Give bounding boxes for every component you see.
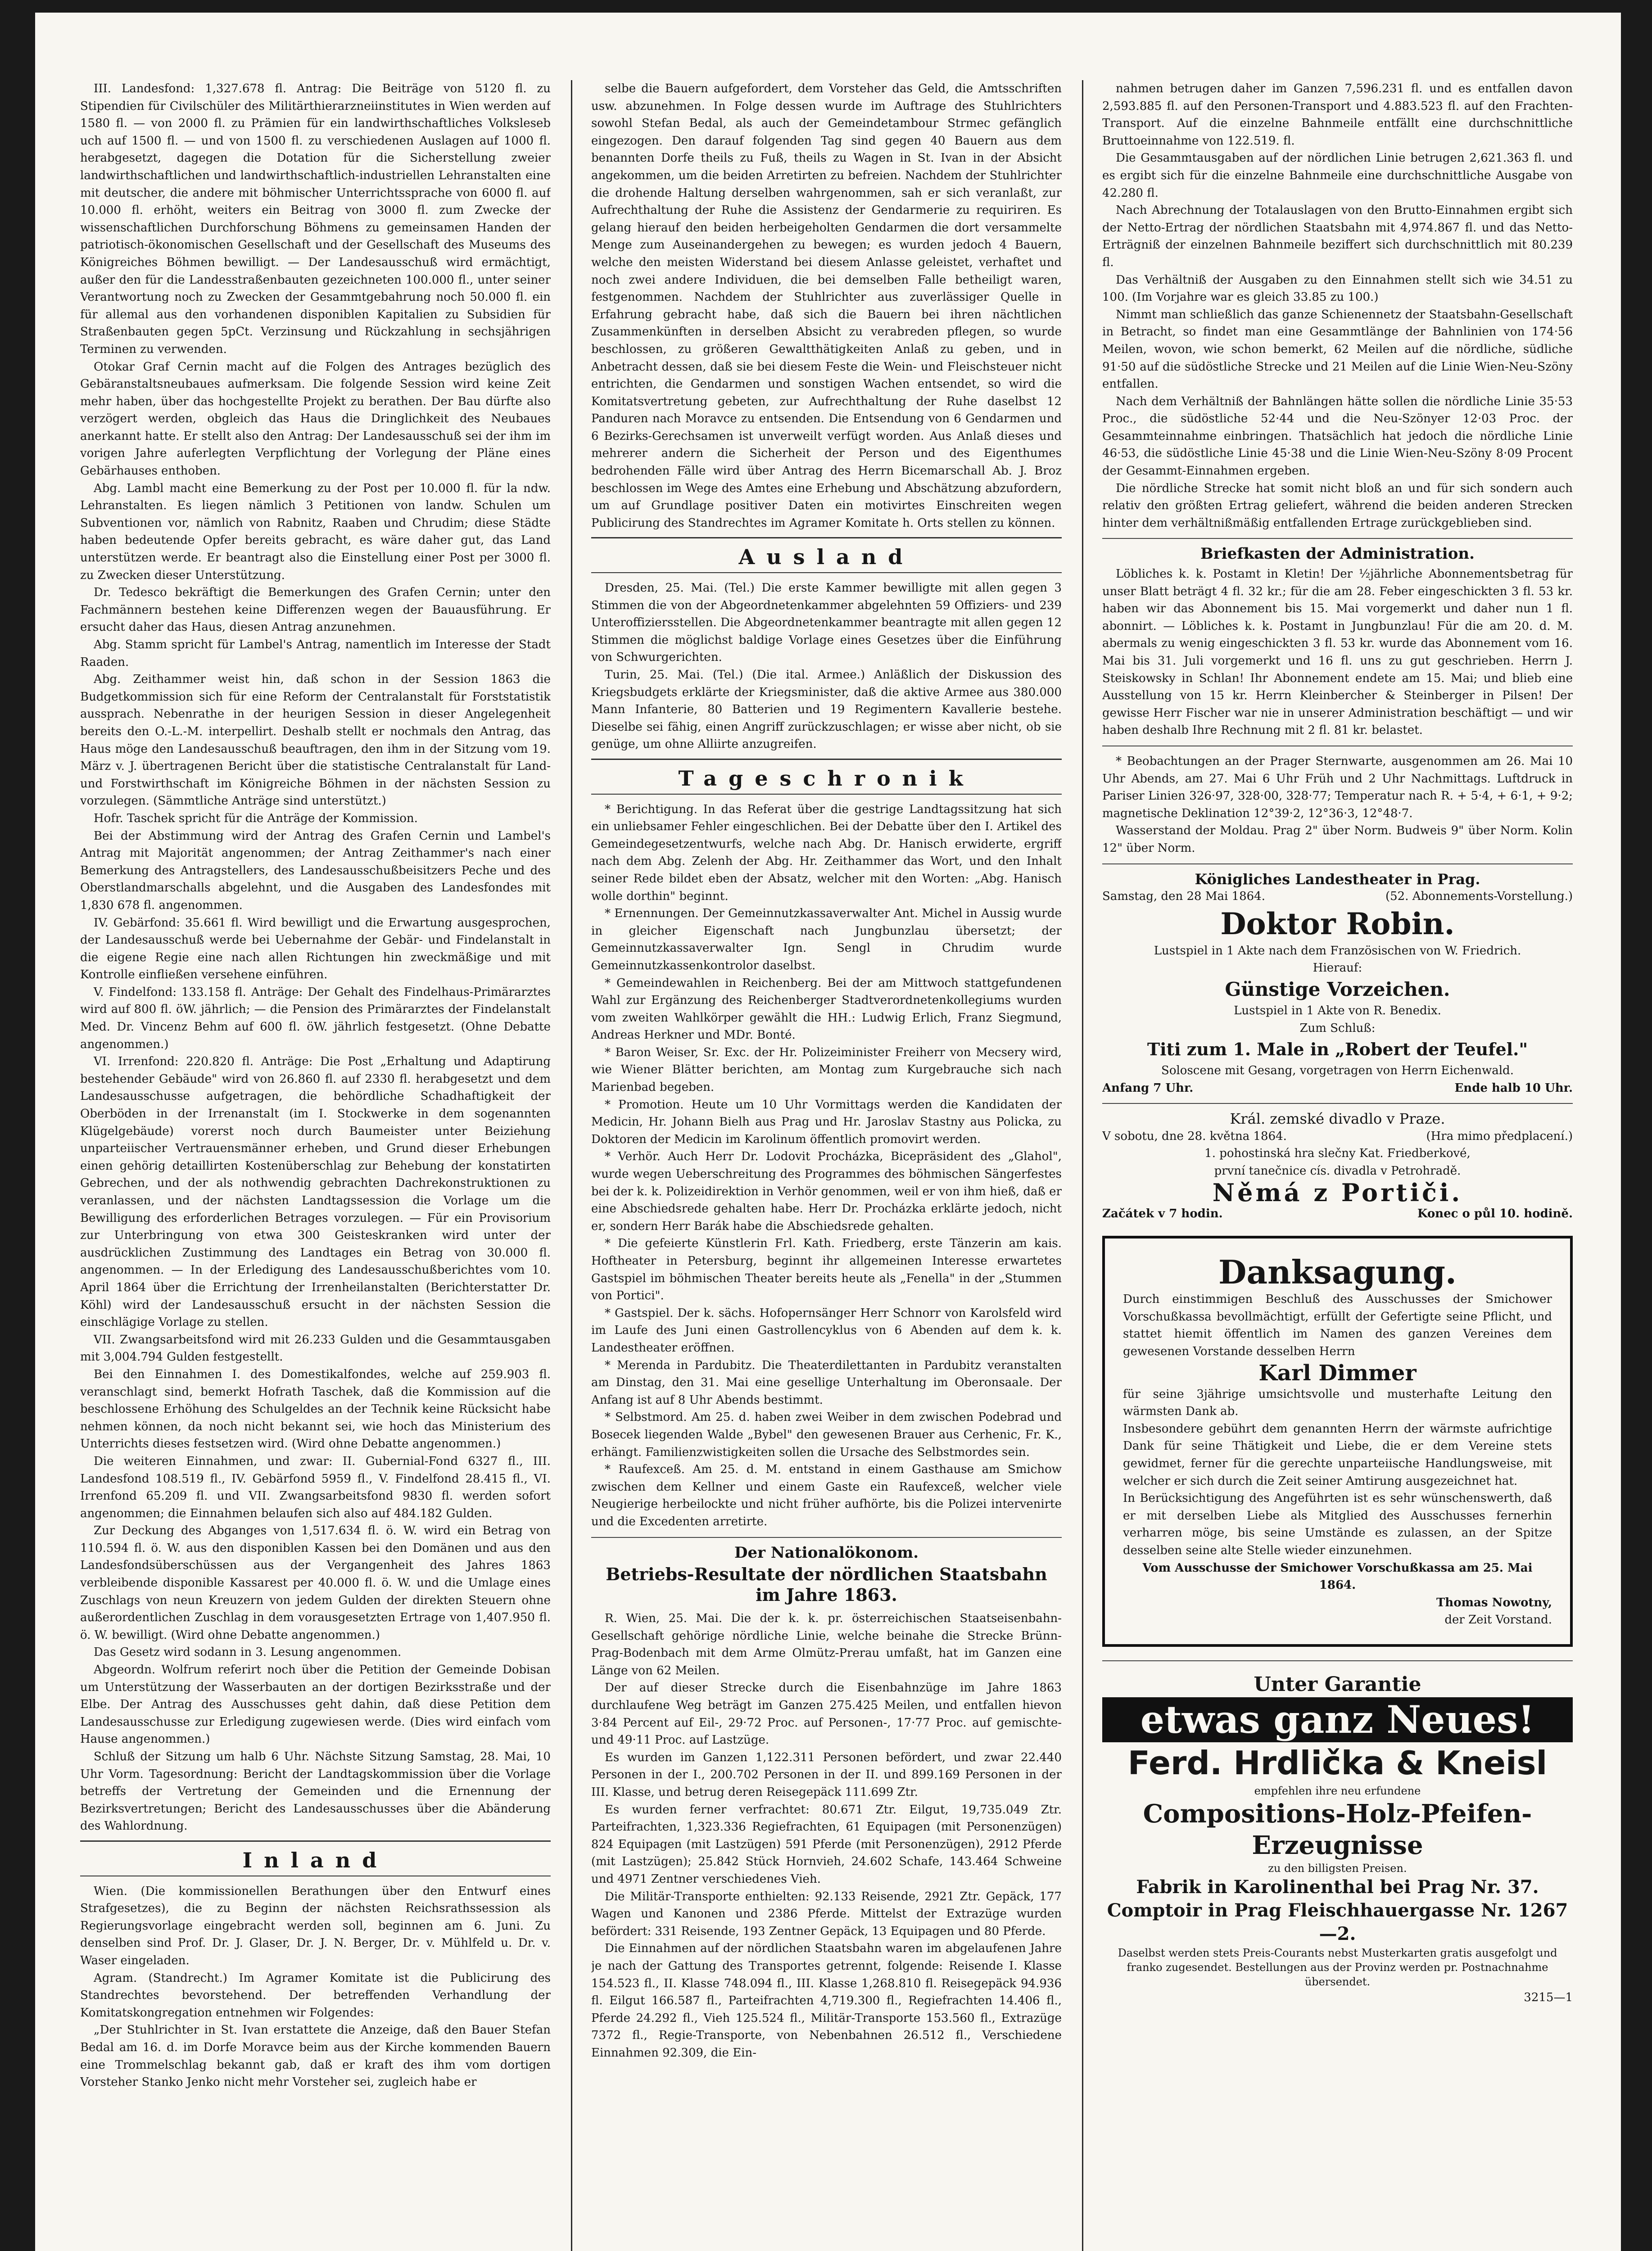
column-rule [571, 80, 572, 2251]
section-heading-inland: Inland [80, 1840, 551, 1876]
article-paragraph: Nach dem Verhältniß der Bahnlängen hätte sollen die nördliche Linie 35·53 Proc., die südöstliche 52·44 und die Neu-Szönyer 12·03 Proc. der Gesammteinnahme einbringen. Thatsächlich hat jedoch die nördliche Linie 46·53, die südöstliche Linie 45·38 und die Linie Wien-Neu-Szöny 8·09 Procent der Gesammt-Einnahmen ergeben. [1102, 394, 1573, 478]
article-paragraph: Abg. Lambl macht eine Bemerkung zu der Post per 10.000 fl. für la ndw. Lehranstalten. Es liegen nämlich 3 Petitionen von landw. Schulen um Subventionen vor, nämlich von Rabnitz, Raaben und Chrudim; diese Städte haben bedeutende Opfer bereits gebracht, es wäre daher gut, das Land unterstützen werde. Er beantragt also die Einstellung einer Post per 3000 fl. zu Zwecken dieser Unterstützung. [80, 481, 551, 582]
article-paragraph: Zur Deckung des Abganges von 1,517.634 fl. ö. W. wird ein Betrag von 110.594 fl. ö. W. aus den disponiblen Kassen bei den Domänen und aus den Landesfondsüberschüssen aus der Vergangenheit des Jahres 1863 verbleibende disponible Kassarest per 40.000 fl. ö. W. und die Umlage eines Zuschlags von neun Kreuzern von jedem Gulden der direkten Steuern ohne außerordentlichen Zuschlag in dem vorausgesetzten Ertrage von 1,407.950 fl. ö. W. bewilligt. (Wird ohne Debatte angenommen.) [80, 1524, 551, 1642]
thanks-date: Vom Ausschusse der Smichower Vorschußkassa am 25. Mai 1864. [1142, 1561, 1533, 1592]
news-item: * Berichtigung. In das Referat über die gestrige Landtagssitzung hat sich ein unliebsamer Fehler eingeschlichen. Bei der Debatte über den I. Artikel des Gemeindegesetzentwurfs, welche nach Abg. Dr. Hanisch erwiderte, ergriff nach dem Abg. Zelenh der Abg. Hr. Zeithammer das Wort, und den Inhalt seiner Rede bildet eben der Absatz, welcher mit den Worten: „Abg. Hanisch wolle dorthin" beginnt. [591, 802, 1062, 903]
play-title: Němá z Portiči. [1212, 1178, 1463, 1207]
theater-date-row [1102, 1128, 1573, 1145]
divider [1102, 1660, 1573, 1661]
article-paragraph: Es wurden ferner verfrachtet: 80.671 Ztr. Eilgut, 19,735.049 Ztr. Parteifrachten, 1,323.336 Regiefrachten, 61 Equipagen (mit Personenzügen) 824 Equipagen (mit Lastzügen) 591 Pferde (mit Personenzügen), 2912 Pferde (mit Lastzügen); 25.842 Stück Hornvieh, 24.602 Schafe, 143.464 Schweine und 4971 Zentner verschiedenes Vieh. [591, 1803, 1062, 1886]
article-paragraph: Die Gesammtausgaben auf der nördlichen Linie betrugen 2,621.363 fl. und es ergibt sich für die einzelne Bahnmeile eine durchschnittliche Ausgabe von 42.280 fl. [1102, 151, 1573, 200]
ad-product: Compositions-Holz-Pfeifen-Erzeugnisse [1143, 1799, 1532, 1860]
play-title: Titi zum 1. Male in „Robert der Teufel." [1147, 1039, 1528, 1060]
ad-tagline: Unter Garantie [1254, 1672, 1421, 1696]
play-title: Doktor Robin. [1220, 906, 1455, 941]
article-paragraph: Die nördliche Strecke hat somit nicht bloß an und für sich sondern auch relativ den größten Ertrag geliefert, während die beiden anderen Strecken hinter dem verhältnißmäßig entfallenden Ertrage zurückgeblieben sind. [1102, 481, 1573, 530]
article-paragraph: VI. Irrenfond: 220.820 fl. Anträge: Die Post „Erhaltung und Adaptirung bestehender Gebäude" wird von 26.860 fl. auf 2330 fl. herabgesetzt und dem Landesausschusse aufgetragen, die behördliche Schadhaftigkeit der Oberböden in der Irrenanstalt (im I. Stockwerke in dem sogenannten Klügelgebäude) vorerst noch durch Baumeister unter Beiziehung unparteiischer Vertrauensmänner erheben, und Grund dieser Erhebungen einen gehörig detaillirten Kostenüberschlag zur Behebung der konstatirten Gebrechen, und der als nothwendig gebrachten Dachrekonstruktionen zu veranlassen, und der nächsten Landtagssession die Vorlage um die Bewilligung des erforderlichen Betrages vorzulegen. — Für ein Provisorium zur Unterbringung von etwa 300 Geisteskranken wird unter der ausdrücklichen Zustimmung des Landtages ein Betrag von 30.000 fl. angenommen. — In der Erledigung des Landesausschußberichtes vom 10. April 1864 über die Errichtung der Irrenheilanstalten (Berichterstatter Dr. Köhl) wird der Landesausschuß ersucht in der nächsten Session die einschlägige Vorlage zu stellen. [80, 1055, 551, 1329]
article-paragraph: Löbliches k. k. Postamt in Kletin! Der ½jährliche Abonnementsbetrag für unser Blatt beträgt 4 fl. 32 kr.; für die am 28. Feber eingeschickten 3 fl. 53 kr. haben wir das Abonnement bis 15. Mai vorgemerkt und daher nun 1 fl. abonnirt. — Löbliches k. k. Postamt in Jungbunzlau! Für die am 20. d. M. abermals zu wenig eingeschickten 3 fl. 53 kr. wurde das Abonnement vom 16. Mai bis 31. Juli vorgemerkt und 16 fl. uns zu gut geschrieben. Herrn J. Steiskowsky in Schlan! Ihr Abonnement endete am 15. Mai; und blieb eine Ausstellung von 15 kr. Herrn Kleinbercher & Steinberger in Pilsen! Der gewisse Herr Fischer war nie in unserer Administration beschäftigt — und wir haben deshalb Ihre Rechnung mit 2 fl. 81 kr. belastet. [1102, 567, 1573, 737]
article-paragraph: Abg. Zeithammer weist hin, daß schon in der Session 1863 die Budgetkommission sich für eine Reform der Centralanstalt für Forststatistik aussprach. Nebenrathe in der heurigen Session in dieser Angelegenheit bereits den O.-L.-M. interpellirt. Deshalb stellt er nochmals den Antrag, das Haus möge den Landesausschuß beauftragen, den ihm in der Sitzung vom 19. März v. J. übertragenen Bericht über die statistische Centralanstalt für Land- und Forstwirthschaft im Königreiche Böhmen in der nächsten Session zu vorzulegen. (Sämmtliche Anträge sind unterstützt.) [80, 673, 551, 808]
end-time: Ende halb 10 Uhr. [1454, 1081, 1573, 1095]
ad-firm-name: Ferd. Hrdlička & Kneisl [1127, 1744, 1548, 1782]
theater-abonnement: (52. Abonnements-Vorstellung.) [1385, 890, 1573, 904]
article-paragraph: Das Gesetz wird sodann in 3. Lesung angenommen. [94, 1645, 402, 1659]
theater-times [1102, 1205, 1573, 1223]
thanks-notice [1102, 1236, 1573, 1647]
ad-reference-number: 3215—1 [1524, 1990, 1573, 2004]
article-paragraph: Dr. Tedesco bekräftigt die Bemerkungen des Grafen Cernin; unter den Fachmännern bestehen keine Differenzen wegen der Bauausführung. Er ersucht daher das Haus, diesen Antrag anzunehmen. [80, 586, 551, 634]
news-item: * Promotion. Heute um 10 Uhr Vormittags werden die Kandidaten der Medicin, Hr. Johann Bielh aus Prag und Hr. Jaroslav Stastny aus Policka, zu Doktoren der Medicin im Karolinum öffentlich promovirt werden. [591, 1098, 1062, 1146]
article-paragraph: Schluß der Sitzung um halb 6 Uhr. Nächste Sitzung Samstag, 28. Mai, 10 Uhr Vorm. Tagesordnung: Bericht der Landtagskommission über die Vorlage betreffs der Vertretung der Gemeinden und die Ernennung der Bezirksvertretungen; Bericht des Landesausschusses über die Abänderung des Wahlordnung. [80, 1750, 551, 1833]
newspaper-page [35, 13, 1621, 2251]
column-right [1102, 80, 1573, 2251]
theater-date: V sobotu, dne 28. května 1864. [1102, 1129, 1287, 1143]
article-paragraph: Es wurden im Ganzen 1,122.311 Personen befördert, und zwar 22.440 Personen in der I., 200.702 Personen in der II. und 899.169 Personen in der III. Klasse, und betrug deren Reisegepäck 111.699 Ztr. [591, 1750, 1062, 1799]
ad-fine-print: Daselbst werden stets Preis-Courants nebst Musterkarten gratis ausgefolgt und franko zugesendet. Bestellungen aus der Provinz werden pr. Postnachnahme übersendet. [1118, 1946, 1557, 1988]
news-item: * Ernennungen. Der Gemeinnutzkassaverwalter Ant. Michel in Aussig wurde in gleicher Eigenschaft nach Jungbunzlau übersetzt; der Gemeinnutzkassaverwalter Ign. Sengl in Chrudim wurde Gemeinnutzkassenkontrolor daselbst. [591, 907, 1062, 972]
article-paragraph: Die weiteren Einnahmen, und zwar: II. Gubernial-Fond 6327 fl., III. Landesfond 108.519 fl., IV. Gebärfond 5959 fl., V. Findelfond 28.415 fl., VI. Irrenfond 65.209 fl. und VII. Zwangsarbeitsfond 9830 fl. werden sofort angenommen; die Einnahmen belaufen sich also auf 484.182 Gulden. [80, 1454, 551, 1520]
play-subtitle: Lustspiel in 1 Akte nach dem Französischen von W. Friedrich. [1154, 944, 1521, 958]
theater-name: Král. zemské divadlo v Praze. [1230, 1110, 1445, 1128]
article-paragraph: Nimmt man schließlich das ganze Schienennetz der Staatsbahn-Gesellschaft in Betracht, so findet man eine Gesammtlänge der Bahnlinien von 174·56 Meilen, wovon, wie schon bemerkt, 62 Meilen auf die nördliche, südliche 91·50 auf die südöstliche Strecke und 21 Meilen auf die Linie Wien-Neu-Szöny entfallen. [1102, 307, 1573, 391]
news-item: * Gemeindewahlen in Reichenberg. Bei der am Mittwoch stattgefundenen Wahl zur Ergänzung des Reichenberger Stadtverordnetenkollegiums wurden vom zweiten Wahlkörper gewählt die HH.: Ludwig Erlich, Franz Siegmund, Andreas Herkner und MDr. Bonté. [591, 976, 1062, 1042]
article-paragraph: Das Verhältniß der Ausgaben zu den Einnahmen stellt sich wie 34.51 zu 100. (Im Vorjahre war es gleich 33.85 zu 100.) [1102, 273, 1573, 304]
performance-line: první tanečnice cís. divadla v Petrohradě. [1214, 1164, 1461, 1178]
column-rule [1082, 80, 1083, 2251]
article-paragraph: Dresden, 25. Mai. (Tel.) Die erste Kammer bewilligte mit allen gegen 3 Stimmen die von der Abgeordnetenkammer abgelehnten 59 Offiziers- und 239 Unteroffiziersstellen. Die Abgeordnetenkammer beantragte mit allen gegen 12 Stimmen die möglichst baldige Vorlage eines Gesetzes über die Einführung von Schwurgerichten. [591, 581, 1062, 664]
divider [1102, 863, 1573, 864]
start-time: Anfang 7 Uhr. [1102, 1081, 1194, 1095]
theater-name: Königliches Landestheater in Prag. [1195, 870, 1480, 888]
article-paragraph: V. Findelfond: 133.158 fl. Anträge: Der Gehalt des Findelhaus-Primärarztes wird auf 800 fl. öW. jährlich; — die Pension des Primärarztes der Findelanstalt Med. Dr. Vincenz Behm auf 600 fl. öW. jährlich festgesetzt. (Ohne Debatte angenommen.) [80, 985, 551, 1051]
thanks-title: Danksagung. [1218, 1253, 1457, 1292]
ad-headline: etwas ganz Neues! [1102, 1697, 1573, 1742]
article-paragraph: Otokar Graf Cernin macht auf die Folgen des Antrages bezüglich des Gebäranstaltsneubaues aufmerksam. Die folgende Session wird keine Zeit mehr haben, über das hochgestellte Projekt zu berathen. Der Bau dürfte also verzögert werden, obgleich das Haus die Dringlichkeit des Neubaues anerkannt hatte. Er stellt also den Antrag: Der Landesausschuß sei der ihm im vorigen Jahre auferlegten Verpflichtung der Vorlegung der Pläne eines Gebärhauses enthoben. [80, 360, 551, 478]
news-item: * Die gefeierte Künstlerin Frl. Kath. Friedberg, erste Tänzerin am kais. Hoftheater in Petersburg, beginnt ihr allgemeinen Interesse erwartetes Gastspiel im böhmischen Theater bereits heute als „Fenella" in der „Stummen von Portici". [591, 1237, 1062, 1303]
news-item: Wasserstand der Moldau. Prag 2" über Norm. Budweis 9" über Norm. Kolin 12" über Norm. [1102, 824, 1573, 855]
play-connector: Hierauf: [1313, 961, 1362, 975]
performance-line: 1. pohostinská hra slečny Kat. Friedberkové, [1204, 1147, 1471, 1161]
article-paragraph: Die Militär-Transporte enthielten: 92.133 Reisende, 2921 Ztr. Gepäck, 177 Wagen und Kanonen und 2386 Pferde. Mittelst der Extrazüge wurden befördert: 331 Reisende, 193 Zentner Gepäck, 13 Equipagen und 80 Pferde. [591, 1889, 1062, 1938]
end-time: Konec o půl 10. hodině. [1417, 1207, 1573, 1220]
article-paragraph: VII. Zwangsarbeitsfond wird mit 26.233 Gulden und die Gesammtausgaben mit 3,004.794 Gulden festgestellt. [80, 1333, 551, 1364]
article-paragraph: nahmen betrugen daher im Ganzen 7,596.231 fl. und es entfallen davon 2,593.885 fl. auf den Personen-Transport und 4.883.523 fl. auf den Frachten-Transport. Auf die einzelne Bahnmeile entfällt eine durchschnittliche Bruttoeinnahme von 122.519. fl. [1102, 82, 1573, 148]
news-item: * Baron Weiser, Sr. Exc. der Hr. Polizeiminister Freiherr von Mecsery wird, wie Wiener Blätter berichten, am Montag zum Kurgebrauche sich nach Marienbad begeben. [591, 1045, 1062, 1094]
news-item: * Verhör. Auch Herr Dr. Lodovit Procházka, Bicepräsident des „Glahol", wurde wegen Ueberschreitung des Programmes des böhmischen Sängerfestes bei der k. k. Polizeidirektion in Verhör genommen, weil er von ihm hieß, daß er eine Abschiedsrede gehalten habe. Herr Dr. Procházka erklärte jedoch, nicht er, sondern Herr Barák habe die Abschiedsrede gehalten. [591, 1150, 1062, 1233]
article-title: Betriebs-Resultate der nördlichen Staatsbahn im Jahre 1863. [606, 1564, 1047, 1605]
ad-text: zu den billigsten Preisen. [1268, 1862, 1407, 1875]
section-heading-tageschronik: Tageschronik [591, 759, 1062, 795]
column-middle [591, 80, 1062, 2251]
theater-notice-german [1102, 871, 1573, 1097]
article-paragraph: IV. Gebärfond: 35.661 fl. Wird bewilligt und die Erwartung ausgesprochen, der Landesausschuß werde bei Uebernahme der Gebär- und Findelanstalt in die eigene Regie eine nach allen Richtungen hin zweckmäßige und mit Kontrolle einfließen versehene einführen. [80, 916, 551, 982]
article-paragraph: „Der Stuhlrichter in St. Ivan erstattete die Anzeige, daß den Bauer Stefan Bedal am 16. d. im Dorfe Moravce beim aus der Kirche kommenden Bauern eine Trommelschlag bekannt gab, daß er kraft des ihm vom dortigen Vorsteher Stanko Jenko nicht mehr Vorsteher sei, zugleich habe er [80, 2023, 551, 2089]
news-item: * Merenda in Pardubitz. Die Theaterdilettanten in Pardubitz veranstalten am Dinstag, den 31. Mai eine gesellige Unterhaltung im Oberonsaale. Der Anfang ist auf 8 Uhr Abends bestimmt. [591, 1358, 1062, 1407]
article-paragraph: Wien. (Die kommissionellen Berathungen über den Entwurf eines Strafgesetzes), die zu Beginn der nächsten Reichsrathssession als Regierungsvorlage eingebracht werden soll, beginnen am 6. Juni. Zu denselben sind Prof. Dr. J. Glaser, Dr. J. N. Berger, Dr. v. Mühlfeld u. Dr. v. Waser eingeladen. [80, 1884, 551, 1967]
section-heading-nationaloekonom: Der Nationalökonom. [734, 1543, 919, 1562]
thanks-paragraph: für seine 3jährige umsichtsvolle und musterhafte Leitung den wärmsten Dank ab. [1123, 1387, 1552, 1419]
article-paragraph: Der auf dieser Strecke durch die Eisenbahnzüge im Jahre 1863 durchlaufene Weg beträgt im Ganzen 275.425 Meilen, und entfallen hievon 3·84 Percent auf Eil-, 29·72 Proc. auf Personen-, 17·77 Proc. auf gemischte- und 49·11 Proc. auf Lastzüge. [591, 1681, 1062, 1747]
thanks-paragraph: Durch einstimmigen Beschluß des Ausschusses der Smichower Vorschußkassa bevollmächtigt, erfüllt der Gefertigte seine Pflicht, und stattet hiemit öffentlich im Namen des ganzen Vereines dem gewesenen Vorstande desselben Herrn [1123, 1293, 1552, 1359]
honoree-name: Karl Dimmer [1258, 1360, 1417, 1386]
article-paragraph: Abg. Stamm spricht für Lambel's Antrag, namentlich im Interesse der Stadt Raaden. [80, 638, 551, 669]
news-item: * Gastspiel. Der k. sächs. Hofopernsänger Herr Schnorr von Karolsfeld wird im Laufe des Juni einen Gastrollencyklus von 6 Abenden auf dem k. k. Landestheater eröffnen. [591, 1306, 1062, 1355]
advertisement [1102, 1672, 1573, 2007]
article-paragraph: Abgeordn. Wolfrum referirt noch über die Petition der Gemeinde Dobisan um Unterstützung der Wasserbauten an der dortigen Bezirksstraße und der Elbe. Der Antrag des Ausschusses geht dahin, daß diese Petition dem Landesausschusse zur Erledigung zugewiesen werde. (Dies wird einfach vom Hause angenommen.) [80, 1663, 551, 1746]
news-item: * Beobachtungen an der Prager Sternwarte, ausgenommen am 26. Mai 10 Uhr Abends, am 27. Mai 6 Uhr Früh und 2 Uhr Nachmittags. Luftdruck in Pariser Linien 326·97, 328·00, 328·77; Temperatur nach R. + 5·4, + 6·1, + 9·2; magnetische Deklination 12°39·2, 12°36·3, 12°48·7. [1102, 754, 1573, 820]
theater-note: (Hra mimo předplacení.) [1426, 1129, 1573, 1143]
signature-name: Thomas Nowotny, [1436, 1596, 1552, 1609]
theater-date-row [1102, 888, 1573, 905]
theater-date: Samstag, den 28 Mai 1864. [1102, 890, 1265, 904]
play-subtitle: Soloscene mit Gesang, vorgetragen von Herrn Eichenwald. [1161, 1064, 1514, 1078]
start-time: Začátek v 7 hodin. [1102, 1207, 1223, 1220]
article-paragraph: Bei den Einnahmen I. des Domestikalfondes, welche auf 259.903 fl. veranschlagt sind, bemerkt Hofrath Taschek, daß die Kommission auf die beschlossene Erhöhung des Schulgeldes an der Technik keine Rücksicht habe nehmen können, da noch nicht bekannt sei, wie hoch das Ministerium des Unterrichts dieses festsetzen wird. (Wird ohne Debatte angenommen.) [80, 1367, 551, 1451]
article-paragraph: Bei der Abstimmung wird der Antrag des Grafen Cernin und Lambel's Antrag mit Majorität angenommen; der Antrag Zeithammer's nach einer Bemerkung des Antragstellers, des Landesausschußbeisitzers Peche und des Oberstlandmarschalls abgelehnt, und die Ausgaben des Landesfondes mit 1,830 678 fl. angenommen. [80, 829, 551, 912]
article-paragraph: Hofr. Taschek spricht für die Anträge der Kommission. [94, 811, 418, 825]
article-paragraph: Agram. (Standrecht.) Im Agramer Komitate ist die Publicirung des Standrechtes bevorstehend. Der betreffenden Verhandlung der Komitatskongregation entnehmen wir Folgendes: [80, 1971, 551, 2020]
article-paragraph: R. Wien, 25. Mai. Die der k. k. pr. österreichischen Staatseisenbahn-Gesellschaft gehörige nördliche Linie, welche beinahe die Strecke Brünn-Prag-Bodenbach mit dem Arme Olmütz-Prerau umfaßt, hat im Ganzen eine Länge von 62 Meilen. [591, 1612, 1062, 1677]
section-heading-ausland: Ausland [591, 537, 1062, 573]
ad-factory-address: Fabrik in Karolinenthal bei Prag Nr. 37. [1136, 1876, 1539, 1898]
ad-text: empfehlen ihre neu erfundene [1254, 1784, 1421, 1797]
play-subtitle: Lustspiel in 1 Akte von R. Benedix. [1234, 1003, 1441, 1017]
article-paragraph: selbe die Bauern aufgefordert, dem Vorsteher das Geld, die Amtsschriften usw. abzunehmen. In Folge dessen wurde im Auftrage des Stuhlrichters sowohl Stefan Bedal, als auch der Gemeindetambour Strmec gefänglich eingezogen. Den darauf folgenden Tag sind gegen 40 Bauern aus dem benannten Dorfe theils zu Fuß, theils zu Wagen in St. Ivan in der Absicht angekommen, um die beiden Arretirten zu befreien. Nachdem der Stuhlrichter die drohende Haltung derselben wahrgenommen, sah er sich veranlaßt, zur Aufrechthaltung der Ruhe die Assistenz der Gendarmerie zu requiriren. Es gelang hierauf den beiden herbeigeholten Gendarmen die dort versammelte Menge zum Auseinandergehen zu bewegen; es wurden jedoch 4 Bauern, welche den meisten Widerstand bei diesem Anlasse geleistet, verhaftet und noch zwei andere Individuen, die bei demselben Falle betheiligt waren, festgenommen. Nachdem der Stuhlrichter aus zuverlässiger Quelle in Erfahrung gebracht habe, daß sich die Bauern bei ihren nächtlichen Zusammenkünften in derselben Absicht zu verabreden pflegen, so wurde beschlossen, zu größeren Gewaltthätigkeiten Anlaß zu geben, und in Anbetracht dessen, daß sie bei diesem Feste die Wein- und Fleischsteuer nicht entrichten, die Gendarmen und sonstigen Wachen entsendet, so wird die Komitatsvertretung gebeten, zur Aufrechthaltung der Ruhe daselbst 12 Panduren nach Moravce zu entsenden. Die Entsendung von 6 Gendarmen und 6 Bezirks-Gerechsamen ist unverweilt verfügt worden. Aus Anlaß dieses und mehrerer andern die Sicherheit der Person und des Eigenthumes bedrohenden Fälle wird über Antrag des Herrn Bicemarschall Ab. J. Broz beschlossen im Wege des Amtes eine Erhebung und Abschätzung abzufordern, um auf Grundlage positiver Daten ein motivirtes Einschreiten wegen Publicirung des Standrechtes im Agramer Komitate h. Orts stellen zu können. [591, 82, 1062, 530]
theater-times [1102, 1080, 1573, 1097]
theater-notice-czech [1102, 1110, 1573, 1222]
article-paragraph: Turin, 25. Mai. (Tel.) (Die ital. Armee.) Anläßlich der Diskussion des Kriegsbudgets erklärte der Kriegsminister, daß die aktive Armee aus 380.000 Mann Infanterie, 80 Batterien und 19 Regimentern Kavallerie bestehe. Dieselbe sei fähig, einen Angriff zurückzuschlagen; er wisse aber nicht, ob sie genüge, um ohne Alliirte anzugreifen. [591, 668, 1062, 751]
signature-role: der Zeit Vorstand. [1444, 1613, 1552, 1627]
news-item: * Selbstmord. Am 25. d. haben zwei Weiber in dem zwischen Podebrad und Bosecek liegenden Walde „Bybel" den gewesenen Brauer aus Cerhenic, Fr. K., erhängt. Familienzwistigkeiten sollen die Ursache des Selbstmordes sein. [591, 1410, 1062, 1459]
divider [591, 1537, 1062, 1538]
article-paragraph: Nach Abrechnung der Totalauslagen von den Brutto-Einnahmen ergibt sich der Netto-Ertrag der nördlichen Staatsbahn mit 4,974.867 fl. und das Netto-Erträgniß der einzelnen Bahnmeile beziffert sich durchschnittlich mit 80.239 fl. [1102, 203, 1573, 269]
news-item: * Raufexceß. Am 25. d. M. entstand in einem Gasthause am Smichow zwischen dem Kellner und einem Gaste ein Raufexceß, welcher viele Neugierige herbeilockte und nicht früher aufhörte, bis die Polizei intervenirte und die Excedenten arretirte. [591, 1463, 1062, 1528]
article-paragraph: Die Einnahmen auf der nördlichen Staatsbahn waren im abgelaufenen Jahre je nach der Gattung des Transportes getrennt, folgende: Reisende I. Klasse 154.523 fl., II. Klasse 748.094 fl., III. Klasse 1,268.810 fl. Reisegepäck 94.936 fl. Eilgut 166.587 fl., Parteifrachten 4,719.300 fl., Regiefrachten 14.406 fl., Pferde 24.292 fl., Vieh 125.524 fl., Militär-Transporte 153.560 fl., Extrazüge 7372 fl., Regie-Transporte, von Nebenbahnen 26.512 fl., Verschiedene Einnahmen 92.309, die Ein- [591, 1942, 1062, 2060]
ad-office-address: Comptoir in Prag Fleischhauergasse Nr. 1267—2. [1107, 1899, 1568, 1944]
play-title: Günstige Vorzeichen. [1225, 978, 1450, 1000]
thanks-paragraph: Insbesondere gebührt dem genannten Herrn der wärmste aufrichtige Dank für seine Thätigkeit und Liebe, die er dem Vereine stets gewidmet, ferner für die gerechte unparteiische Handlungsweise, mit welcher er sich durch die Zeit seiner Amtirung ausgezeichnet hat. [1123, 1422, 1552, 1488]
section-heading-briefkasten: Briefkasten der Administration. [1200, 545, 1475, 563]
columns [80, 80, 1576, 2251]
column-left [80, 80, 551, 2251]
divider [1102, 1103, 1573, 1104]
thanks-paragraph: In Berücksichtigung des Angeführten ist es sehr wünschenswerth, daß er mit derselben Liebe als Mitglied des Ausschusses fernerhin verharren möge, bis seine Umstände es zulassen, an der Spitze desselben seine alte Stelle wieder einzunehmen. [1123, 1492, 1552, 1557]
divider [1102, 538, 1573, 539]
article-paragraph: III. Landesfond: 1,327.678 fl. Antrag: Die Beiträge von 5120 fl. zu Stipendien für Civilschüler des Militärthierarzneiinstitutes in Wien werden auf 1580 fl. — von 2000 fl. zu Prämien für ein landwirthschaftliches Volksleseb uch auf 1500 fl. — und von 1500 fl. zu verschiedenen Auslagen auf 1000 fl. herabgesetzt, dagegen die Dotation für die Sicherstellung zweier landwirthschaftlichen und landwirthschaftlich-industriellen Lehranstalten eine mit deutscher, die andere mit böhmischer Unterrichtssprache von 6000 fl. auf 10.000 fl. erhöht, weiters ein Beitrag von 3000 fl. zum Zwecke der wissenschaftlichen Durchforschung Böhmens zu gemeinsamen Handen der patriotisch-ökonomischen Gesellschaft und der Gesellschaft des Museums des Königreiches Böhmen bewilligt. — Der Landesausschuß wird ermächtigt, außer den für die Landesstraßenbauten gezeichneten 100.000 fl., unter seiner Verantwortung noch zu Zwecken der Gesammtgebahrung noch 50.000 fl. ein für allemal aus den vorhandenen disponiblen Kapitalien zu Subsidien für Straßenbauten gegen 5pCt. Verzinsung und Rückzahlung in sechsjährigen Terminen zu verwenden. [80, 82, 551, 356]
play-connector: Zum Schluß: [1299, 1021, 1376, 1035]
